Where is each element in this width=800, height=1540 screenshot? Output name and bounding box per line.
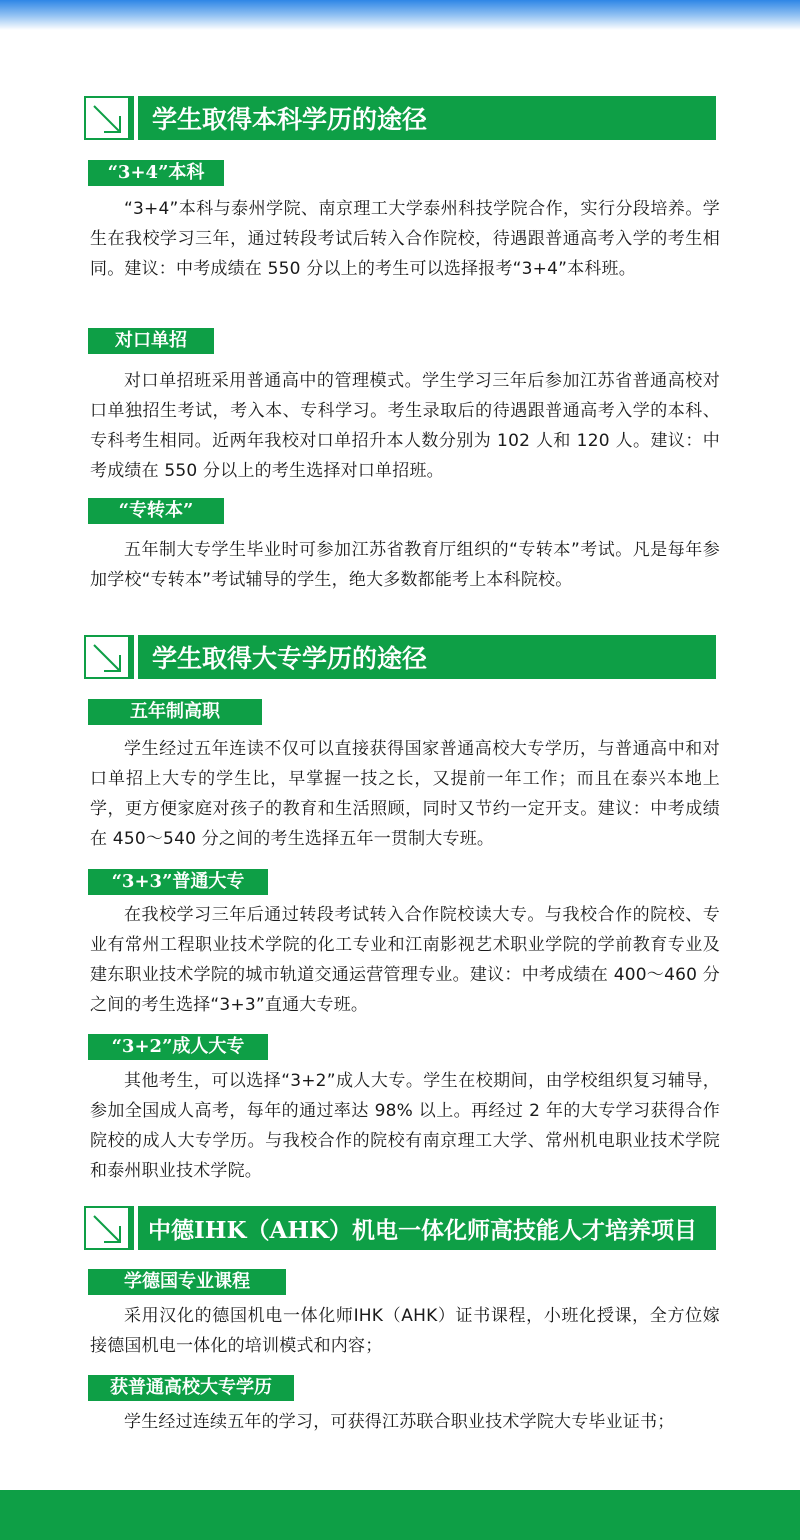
paragraph-college-diploma: 学生经过连续五年的学习，可获得江苏联合职业技术学院大专毕业证书；: [124, 1412, 675, 1432]
section-banner-college: [84, 635, 716, 679]
paragraph-3plus2: 其他考生，可以选择“3+2”成人大专。学生在校期间，由学校组织复习辅导，参加全国成人高考，每年的通过率达 98% 以上。再经过 2 年的大专学习获得合作院校的成人大专学历。与我校合作的院校有南京理工大学、常州机电职业技术学院和泰州职业技术学院。: [90, 1071, 720, 1181]
paragraph-3plus4: “3+4”本科与泰州学院、南京理工大学泰州科技学院合作，实行分段培养。学生在我校学习三年，通过转段考试后转入合作院校，待遇跟普通高考入学的考生相同。建议：中考成绩在 550 分以上的考生可以选择报考“3+4”本科班。: [90, 199, 720, 279]
subheading-duikou: 对口单招: [88, 328, 214, 354]
section-banner-ihk: [84, 1206, 716, 1250]
banner-separator: [134, 96, 138, 140]
subheading-wunianzhi: 五年制高职: [88, 699, 262, 725]
diagonal-arrow-icon: [84, 635, 130, 679]
bottom-green-band: [0, 1490, 800, 1540]
paragraph-3plus3: 在我校学习三年后通过转段考试转入合作院校读大专。与我校合作的院校、专业有常州工程职业技术学院的化工专业和江南影视艺术职业学院的学前教育专业及建东职业技术学院的城市轨道交通运营管理专业。建议：中考成绩在 400～460 分之间的考生选择“3+3”直通大专班。: [90, 905, 720, 1015]
subheading-zhuanzhuanben: “专转本”: [88, 498, 224, 524]
paragraph-duikou: 对口单招班采用普通高中的管理模式。学生学习三年后参加江苏省普通高校对口单独招生考试，考入本、专科学习。考生录取后的待遇跟普通高考入学的本科、专科考生相同。近两年我校对口单招升本人数分别为 102 人和 120 人。建议：中考成绩在 550 分以上的考生选择对口单招班。: [90, 371, 720, 481]
paragraph-zhuanzhuanben: 五年制大专学生毕业时可参加江苏省教育厅组织的“专转本”考试。凡是每年参加学校“专转本”考试辅导的学生，绝大多数都能考上本科院校。: [90, 540, 720, 590]
subheading-3plus4: “3+4”本科: [88, 160, 224, 186]
diagonal-arrow-icon: [84, 96, 130, 140]
top-gradient-band: [0, 0, 800, 30]
paragraph-wunianzhi: 学生经过五年连读不仅可以直接获得国家普通高校大专学历，与普通高中和对口单招上大专的学生比，早掌握一技之长，又提前一年工作；而且在泰兴本地上学，更方便家庭对孩子的教育和生活照顾，同时又节约一定开支。建议：中考成绩在 450～540 分之间的考生选择五年一贯制大专班。: [90, 739, 720, 849]
banner-separator: [134, 635, 138, 679]
subheading-3plus2: “3+2”成人大专: [88, 1034, 268, 1060]
subheading-3plus3: “3+3”普通大专: [88, 869, 268, 895]
banner-separator: [134, 1206, 138, 1250]
section-title: 学生取得本科学历的途径: [152, 105, 428, 134]
section-title: 中德IHK（AHK）机电一体化师高技能人才培养项目: [148, 1216, 698, 1244]
section-banner-undergraduate: [84, 96, 716, 140]
subheading-german-course: 学德国专业课程: [88, 1269, 286, 1295]
section-title: 学生取得大专学历的途径: [152, 644, 428, 673]
subheading-college-diploma: 获普通高校大专学历: [88, 1375, 294, 1401]
diagonal-arrow-icon: [84, 1206, 130, 1250]
paragraph-german-course: 采用汉化的德国机电一体化师IHK（AHK）证书课程，小班化授课，全方位嫁接德国机电一体化的培训模式和内容；: [90, 1306, 720, 1356]
